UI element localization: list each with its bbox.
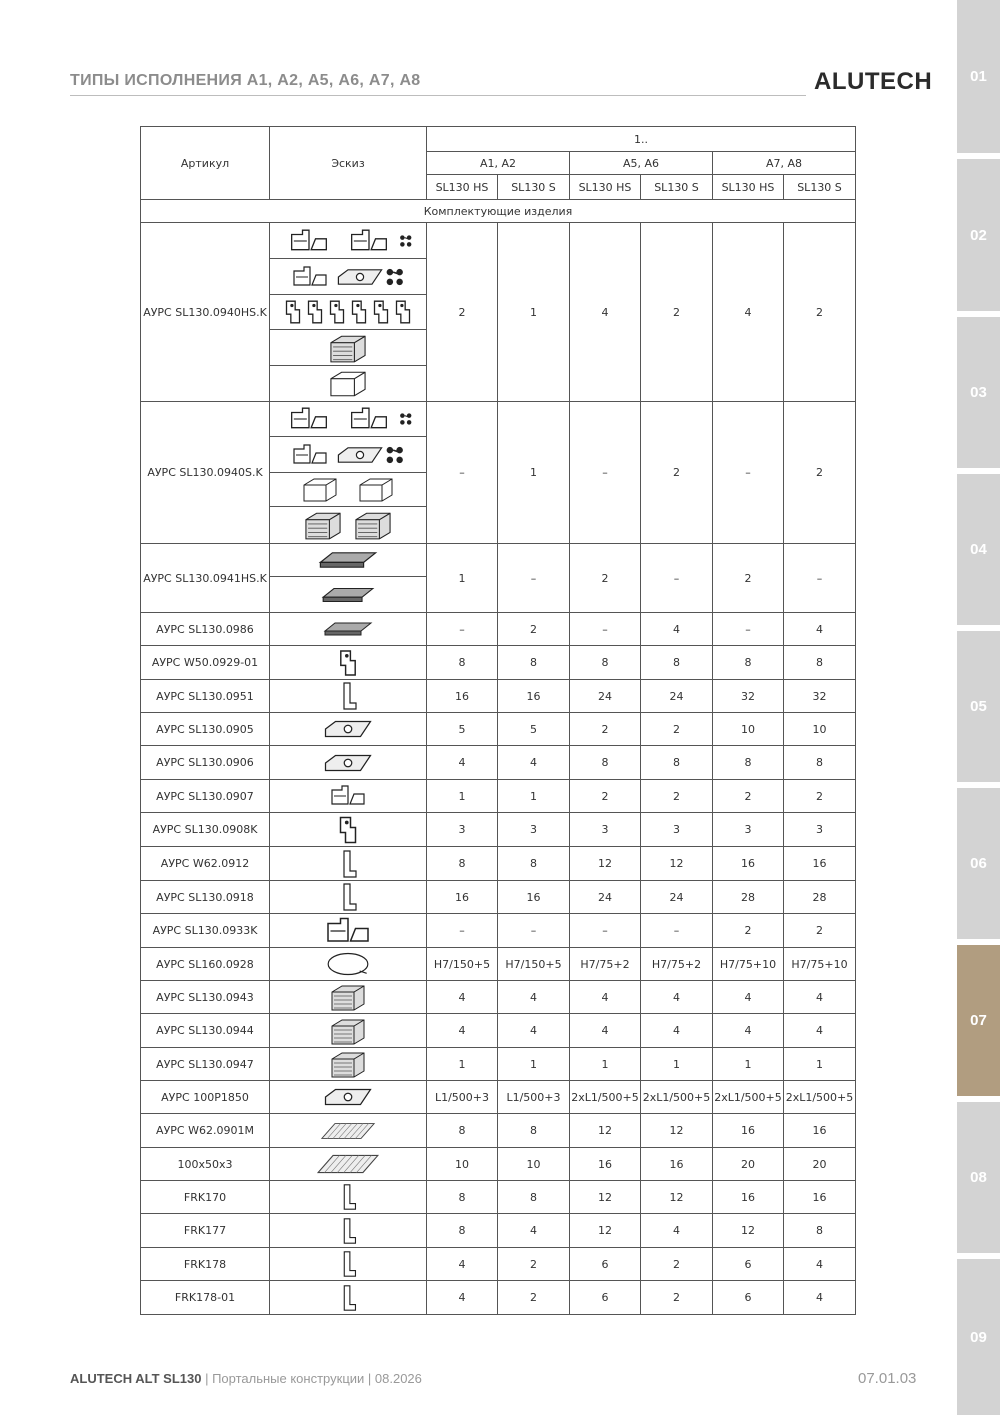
qty-cell: 4 (784, 1281, 856, 1315)
qty-cell: 2xL1/500+5 (784, 1081, 856, 1114)
header-sketch: Эскиз (270, 127, 427, 200)
qty-cell: 16 (427, 680, 498, 713)
section-tab-04[interactable]: 04 (957, 474, 1000, 625)
section-tab-07[interactable]: 07 (957, 945, 1000, 1096)
qty-cell: H7/75+2 (570, 948, 641, 981)
header-subcol: SL130 HS (570, 175, 641, 200)
qty-cell: L1/500+3 (498, 1081, 570, 1114)
qty-cell: 4 (427, 746, 498, 780)
qty-cell: 3 (498, 813, 570, 847)
qty-cell: 4 (427, 1014, 498, 1048)
qty-cell: 4 (498, 981, 570, 1014)
article-cell: АУРС W50.0929-01 (141, 646, 270, 680)
qty-cell: 8 (570, 646, 641, 680)
sketch-image (270, 646, 427, 680)
qty-cell: 2 (713, 914, 784, 948)
section-tab-05[interactable]: 05 (957, 631, 1000, 782)
qty-cell: – (570, 613, 641, 646)
qty-cell: 8 (784, 1214, 856, 1248)
qty-cell: 2 (570, 544, 641, 613)
qty-cell: 4 (498, 1214, 570, 1248)
qty-cell: 2xL1/500+5 (641, 1081, 713, 1114)
qty-cell: 2 (570, 780, 641, 813)
qty-cell: 8 (427, 646, 498, 680)
qty-cell: 8 (427, 1181, 498, 1214)
qty-cell: – (641, 544, 713, 613)
article-cell: 100х50х3 (141, 1148, 270, 1181)
qty-cell: – (713, 402, 784, 544)
qty-cell: 2 (641, 223, 713, 402)
sketch-image (270, 1148, 427, 1181)
sketch-image (270, 295, 427, 330)
qty-cell: 1 (498, 402, 570, 544)
qty-cell: 1 (570, 1048, 641, 1081)
qty-cell: 2 (641, 402, 713, 544)
qty-cell: 3 (427, 813, 498, 847)
article-cell: АУРС SL130.0951 (141, 680, 270, 713)
article-cell: АУРС SL130.0918 (141, 881, 270, 914)
article-cell: АУРС SL130.0940HS.K (141, 223, 270, 402)
sketch-image (270, 473, 427, 507)
brand-logo: ALUTECH (814, 68, 933, 95)
qty-cell: 2xL1/500+5 (713, 1081, 784, 1114)
qty-cell: H7/75+2 (641, 948, 713, 981)
qty-cell: – (498, 544, 570, 613)
qty-cell: 4 (641, 1214, 713, 1248)
qty-cell: 16 (570, 1148, 641, 1181)
qty-cell: – (427, 914, 498, 948)
section-tabs (957, 0, 1000, 1415)
qty-cell: 10 (784, 713, 856, 746)
section-tab-09[interactable]: 09 (957, 1259, 1000, 1415)
article-cell: АУРС W62.0901M (141, 1114, 270, 1148)
sketch-image (270, 713, 427, 746)
sketch-image (270, 1214, 427, 1248)
qty-cell: 4 (784, 981, 856, 1014)
qty-cell: 4 (713, 223, 784, 402)
qty-cell: 1 (498, 223, 570, 402)
article-cell: АУРС SL130.0908K (141, 813, 270, 847)
qty-cell: 2 (713, 544, 784, 613)
qty-cell: 12 (641, 1114, 713, 1148)
article-cell: АУРС SL130.0947 (141, 1048, 270, 1081)
qty-cell: 12 (570, 1114, 641, 1148)
header-subcol: SL130 HS (713, 175, 784, 200)
qty-cell: 16 (713, 1181, 784, 1214)
qty-cell: 16 (784, 847, 856, 881)
qty-cell: 28 (713, 881, 784, 914)
qty-cell: – (570, 402, 641, 544)
qty-cell: 24 (641, 881, 713, 914)
header-group: А5, А6 (570, 152, 713, 175)
qty-cell: 5 (498, 713, 570, 746)
qty-cell: 1 (498, 1048, 570, 1081)
article-cell: АУРС SL130.0941HS.K (141, 544, 270, 613)
qty-cell: H7/75+10 (784, 948, 856, 981)
qty-cell: – (570, 914, 641, 948)
qty-cell: 2 (784, 780, 856, 813)
qty-cell: 24 (570, 680, 641, 713)
sketch-image (270, 881, 427, 914)
qty-cell: 1 (427, 544, 498, 613)
qty-cell: 16 (713, 847, 784, 881)
qty-cell: – (427, 613, 498, 646)
qty-cell: 2 (784, 223, 856, 402)
sketch-image (270, 746, 427, 780)
sketch-image (270, 259, 427, 295)
qty-cell: 16 (498, 680, 570, 713)
qty-cell: 20 (784, 1148, 856, 1181)
sketch-image (270, 1014, 427, 1048)
header-subcol: SL130 HS (427, 175, 498, 200)
qty-cell: – (498, 914, 570, 948)
sketch-image (270, 914, 427, 948)
section-header: Комплектующие изделия (141, 200, 856, 223)
sketch-image (270, 1181, 427, 1214)
qty-cell: 1 (427, 1048, 498, 1081)
article-cell: АУРС 100P1850 (141, 1081, 270, 1114)
qty-cell: 8 (641, 646, 713, 680)
qty-cell: 4 (784, 1014, 856, 1048)
qty-cell: 4 (498, 746, 570, 780)
qty-cell: 24 (641, 680, 713, 713)
qty-cell: 8 (641, 746, 713, 780)
qty-cell: 4 (713, 1014, 784, 1048)
header-divider (70, 95, 806, 96)
qty-cell: L1/500+3 (427, 1081, 498, 1114)
header-subcol: SL130 S (784, 175, 856, 200)
qty-cell: 2 (784, 914, 856, 948)
qty-cell: 8 (713, 646, 784, 680)
qty-cell: 6 (713, 1281, 784, 1315)
article-cell: FRK178-01 (141, 1281, 270, 1315)
section-tab-06[interactable]: 06 (957, 788, 1000, 939)
qty-cell: 2xL1/500+5 (570, 1081, 641, 1114)
qty-cell: 6 (570, 1281, 641, 1315)
qty-cell: 4 (570, 981, 641, 1014)
qty-cell: H7/150+5 (498, 948, 570, 981)
qty-cell: 12 (570, 847, 641, 881)
footer-info (70, 1371, 422, 1386)
article-cell: FRK178 (141, 1248, 270, 1281)
qty-cell: 8 (498, 1181, 570, 1214)
qty-cell: 4 (641, 981, 713, 1014)
page-number: 07.01.03 (858, 1370, 917, 1387)
qty-cell: 1 (498, 780, 570, 813)
sketch-image (270, 1048, 427, 1081)
qty-cell: 16 (784, 1181, 856, 1214)
qty-cell: 16 (641, 1148, 713, 1181)
header-subcol: SL130 S (641, 175, 713, 200)
sketch-image (270, 1114, 427, 1148)
header-group-top: 1.. (427, 127, 856, 152)
qty-cell: 8 (570, 746, 641, 780)
qty-cell: 2 (641, 780, 713, 813)
qty-cell: 2 (427, 223, 498, 402)
qty-cell: – (784, 544, 856, 613)
article-cell: АУРС SL130.0940S.K (141, 402, 270, 544)
qty-cell: 16 (427, 881, 498, 914)
qty-cell: 4 (570, 1014, 641, 1048)
qty-cell: – (427, 402, 498, 544)
qty-cell: 2 (784, 402, 856, 544)
qty-cell: 32 (784, 680, 856, 713)
qty-cell: 10 (498, 1148, 570, 1181)
sketch-image (270, 948, 427, 981)
sketch-image (270, 1281, 427, 1315)
section-tab-08[interactable]: 08 (957, 1102, 1000, 1253)
qty-cell: 1 (641, 1048, 713, 1081)
qty-cell: 3 (784, 813, 856, 847)
article-cell: АУРС W62.0912 (141, 847, 270, 881)
qty-cell: 6 (713, 1248, 784, 1281)
header-group: А1, А2 (427, 152, 570, 175)
qty-cell: 6 (570, 1248, 641, 1281)
article-cell: FRK170 (141, 1181, 270, 1214)
qty-cell: 12 (713, 1214, 784, 1248)
qty-cell: 16 (784, 1114, 856, 1148)
qty-cell: – (641, 914, 713, 948)
section-tab-01[interactable]: 01 (957, 0, 1000, 153)
qty-cell: 2 (713, 780, 784, 813)
qty-cell: 12 (570, 1181, 641, 1214)
sketch-image (270, 507, 427, 544)
qty-cell: 4 (784, 1248, 856, 1281)
qty-cell: 4 (498, 1014, 570, 1048)
qty-cell: 32 (713, 680, 784, 713)
qty-cell: 8 (784, 646, 856, 680)
sketch-image (270, 680, 427, 713)
article-cell: АУРС SL130.0933K (141, 914, 270, 948)
qty-cell: 24 (570, 881, 641, 914)
qty-cell: 4 (427, 1281, 498, 1315)
qty-cell: 8 (498, 1114, 570, 1148)
qty-cell: 4 (570, 223, 641, 402)
sketch-image (270, 366, 427, 402)
page-title: ТИПЫ ИСПОЛНЕНИЯ А1, А2, А5, А6, А7, А8 (70, 72, 421, 89)
qty-cell: 1 (713, 1048, 784, 1081)
footer-text: | Портальные конструкции | 08.2026 (201, 1371, 422, 1386)
sketch-image (270, 577, 427, 613)
qty-cell: 8 (713, 746, 784, 780)
qty-cell: 3 (570, 813, 641, 847)
header-subcol: SL130 S (498, 175, 570, 200)
sketch-image (270, 813, 427, 847)
article-cell: FRK177 (141, 1214, 270, 1248)
qty-cell: 4 (641, 1014, 713, 1048)
qty-cell: 8 (427, 1214, 498, 1248)
article-cell: АУРС SL130.0907 (141, 780, 270, 813)
sketch-image (270, 437, 427, 473)
article-cell: АУРС SL130.0905 (141, 713, 270, 746)
qty-cell: 2 (641, 713, 713, 746)
qty-cell: 12 (570, 1214, 641, 1248)
qty-cell: 8 (498, 646, 570, 680)
sketch-image (270, 1248, 427, 1281)
qty-cell: 1 (427, 780, 498, 813)
qty-cell: 12 (641, 1181, 713, 1214)
qty-cell: 4 (427, 1248, 498, 1281)
qty-cell: 8 (784, 746, 856, 780)
qty-cell: 28 (784, 881, 856, 914)
sketch-image (270, 1081, 427, 1114)
qty-cell: 2 (498, 1248, 570, 1281)
qty-cell: 4 (641, 613, 713, 646)
qty-cell: H7/150+5 (427, 948, 498, 981)
sketch-image (270, 402, 427, 437)
qty-cell: 10 (427, 1148, 498, 1181)
qty-cell: 2 (641, 1248, 713, 1281)
section-tab-02[interactable]: 02 (957, 159, 1000, 311)
article-cell: АУРС SL160.0928 (141, 948, 270, 981)
qty-cell: 5 (427, 713, 498, 746)
article-cell: АУРС SL130.0944 (141, 1014, 270, 1048)
qty-cell: 10 (713, 713, 784, 746)
qty-cell: 8 (498, 847, 570, 881)
sketch-image (270, 981, 427, 1014)
qty-cell: – (713, 613, 784, 646)
qty-cell: 12 (641, 847, 713, 881)
qty-cell: 2 (498, 1281, 570, 1315)
header-group: А7, А8 (713, 152, 856, 175)
qty-cell: 8 (427, 847, 498, 881)
qty-cell: 3 (641, 813, 713, 847)
header-article: Артикул (141, 127, 270, 200)
sketch-image (270, 223, 427, 259)
section-tab-03[interactable]: 03 (957, 317, 1000, 468)
qty-cell: 8 (427, 1114, 498, 1148)
components-table (140, 126, 856, 1315)
qty-cell: 16 (498, 881, 570, 914)
sketch-image (270, 544, 427, 577)
qty-cell: 20 (713, 1148, 784, 1181)
qty-cell: 16 (713, 1114, 784, 1148)
qty-cell: 2 (570, 713, 641, 746)
qty-cell: 4 (784, 613, 856, 646)
article-cell: АУРС SL130.0943 (141, 981, 270, 1014)
footer-brand: ALUTECH ALT SL130 (70, 1371, 202, 1386)
article-cell: АУРС SL130.0986 (141, 613, 270, 646)
qty-cell: 2 (498, 613, 570, 646)
qty-cell: 4 (713, 981, 784, 1014)
article-cell: АУРС SL130.0906 (141, 746, 270, 780)
qty-cell: 3 (713, 813, 784, 847)
qty-cell: 2 (641, 1281, 713, 1315)
qty-cell: 1 (784, 1048, 856, 1081)
qty-cell: H7/75+10 (713, 948, 784, 981)
sketch-image (270, 780, 427, 813)
sketch-image (270, 330, 427, 366)
qty-cell: 4 (427, 981, 498, 1014)
sketch-image (270, 613, 427, 646)
sketch-image (270, 847, 427, 881)
